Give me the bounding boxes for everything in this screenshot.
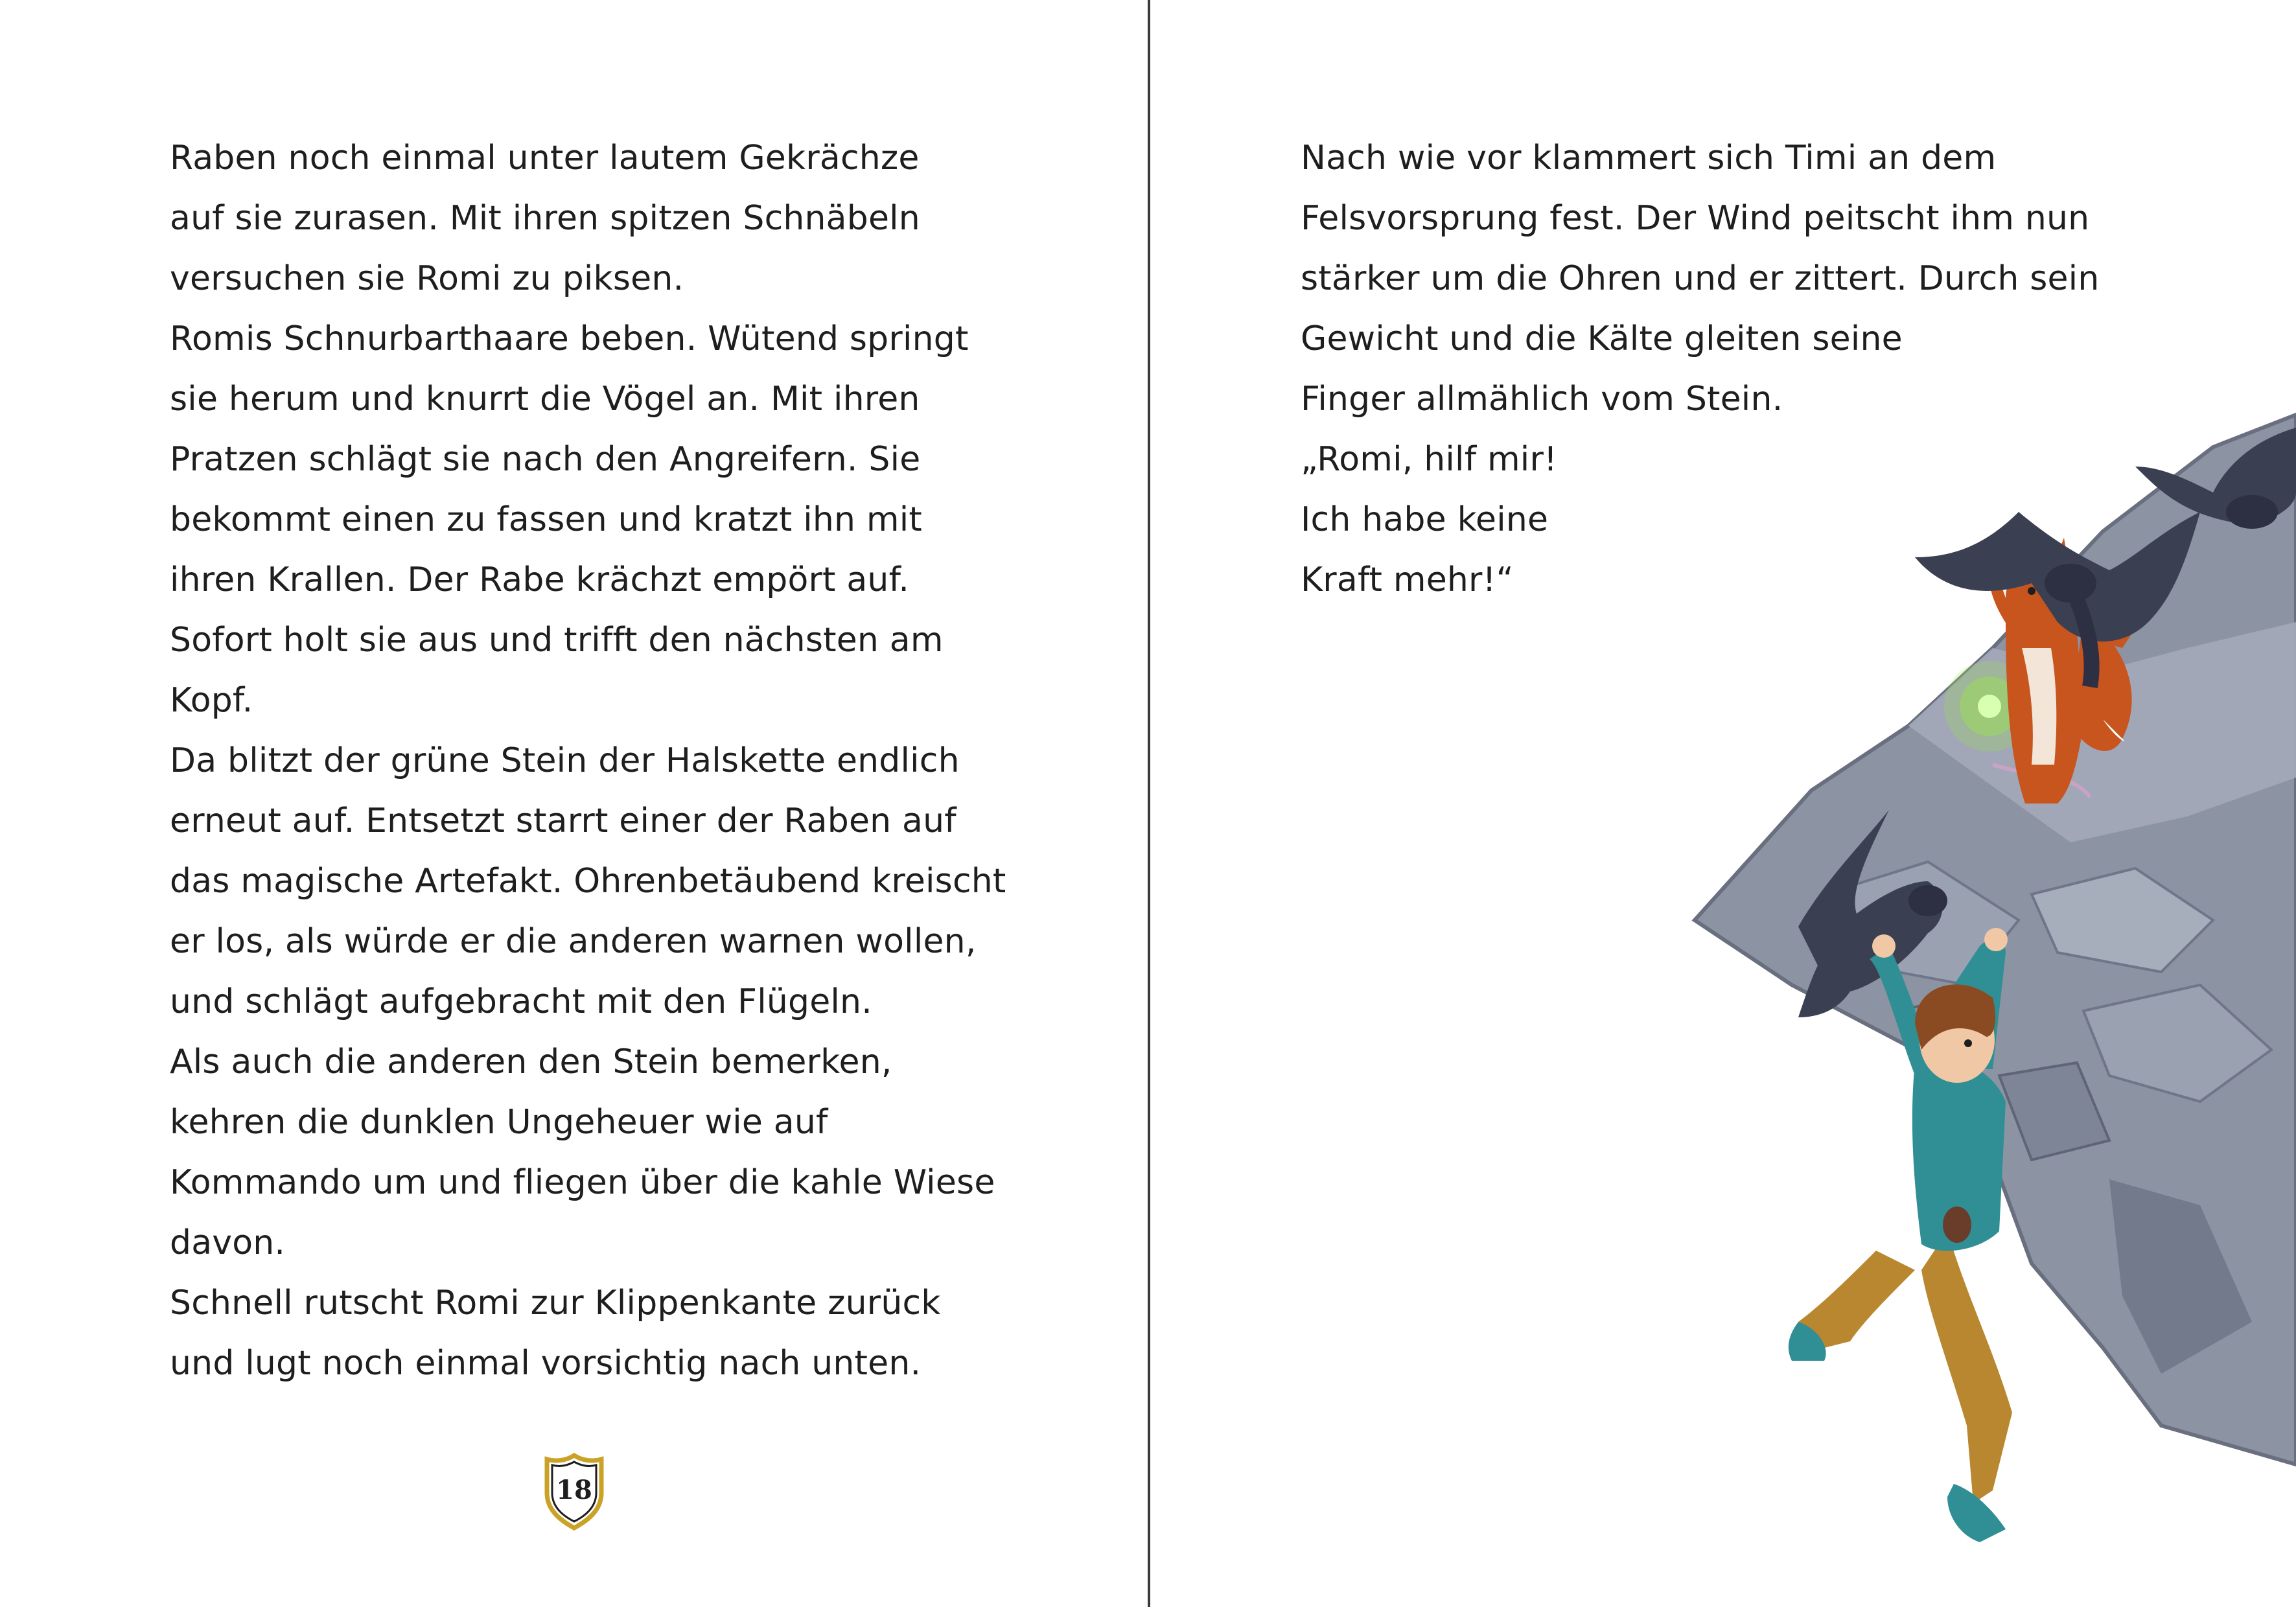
text-line: „Romi, hilf mir! — [1301, 440, 1558, 479]
left-page-text — [170, 128, 1064, 1394]
text-line: und schlägt aufgebracht mit den Flügeln. — [170, 982, 872, 1021]
text-line: Finger allmählich vom Stein. — [1301, 380, 1783, 419]
text-line: Kopf. — [170, 681, 253, 720]
text-line: Kraft mehr!“ — [1301, 561, 1514, 599]
text-line: versuchen sie Romi zu piksen. — [170, 259, 684, 298]
cliff-illustration — [1150, 0, 2296, 1607]
text-line: Nach wie vor klammert sich Timi an dem — [1301, 139, 1997, 178]
text-line: bekommt einen zu fassen und kratzt ihn mit — [170, 500, 922, 539]
right-page — [1150, 0, 2296, 1607]
text-line: Felsvorsprung fest. Der Wind peitscht ihm nun — [1301, 199, 2090, 238]
text-line: davon. — [170, 1223, 286, 1262]
text-line: Gewicht und die Kälte gleiten seine — [1301, 319, 1903, 358]
text-line: ihren Krallen. Der Rabe krächzt empört auf. — [170, 561, 910, 599]
text-line: Pratzen schlägt sie nach den Angreifern. Sie — [170, 440, 921, 479]
text-line: das magische Artefakt. Ohrenbetäubend kreischt — [170, 862, 1006, 901]
text-line: sie herum und knurrt die Vögel an. Mit ihren — [170, 380, 920, 419]
text-line: stärker um die Ohren und er zittert. Durch sein — [1301, 259, 2100, 298]
page-number-badge — [542, 1453, 607, 1531]
text-line: und lugt noch einmal vorsichtig nach unten. — [170, 1344, 922, 1383]
text-line: er los, als würde er die anderen warnen wollen, — [170, 922, 977, 961]
text-line: Ich habe keine — [1301, 500, 1549, 539]
text-line: kehren die dunklen Ungeheuer wie auf — [170, 1103, 828, 1142]
text-line: Kommando um und fliegen über die kahle Wiese — [170, 1163, 995, 1202]
text-line: Da blitzt der grüne Stein der Halskette endlich — [170, 741, 960, 780]
text-line: erneut auf. Entsetzt starrt einer der Raben auf — [170, 802, 957, 840]
boy-character — [1789, 928, 2012, 1542]
text-line: Raben noch einmal unter lautem Gekrächze — [170, 139, 920, 178]
text-line: Sofort holt sie aus und trifft den nächsten am — [170, 621, 944, 660]
text-line: Schnell rutscht Romi zur Klippenkante zurück — [170, 1284, 941, 1323]
page-number: 18 — [556, 1475, 592, 1505]
text-line: Als auch die anderen den Stein bemerken, — [170, 1043, 892, 1081]
text-line: Romis Schnurbarthaare beben. Wütend springt — [170, 319, 969, 358]
text-line: auf sie zurasen. Mit ihren spitzen Schnäbeln — [170, 199, 920, 238]
